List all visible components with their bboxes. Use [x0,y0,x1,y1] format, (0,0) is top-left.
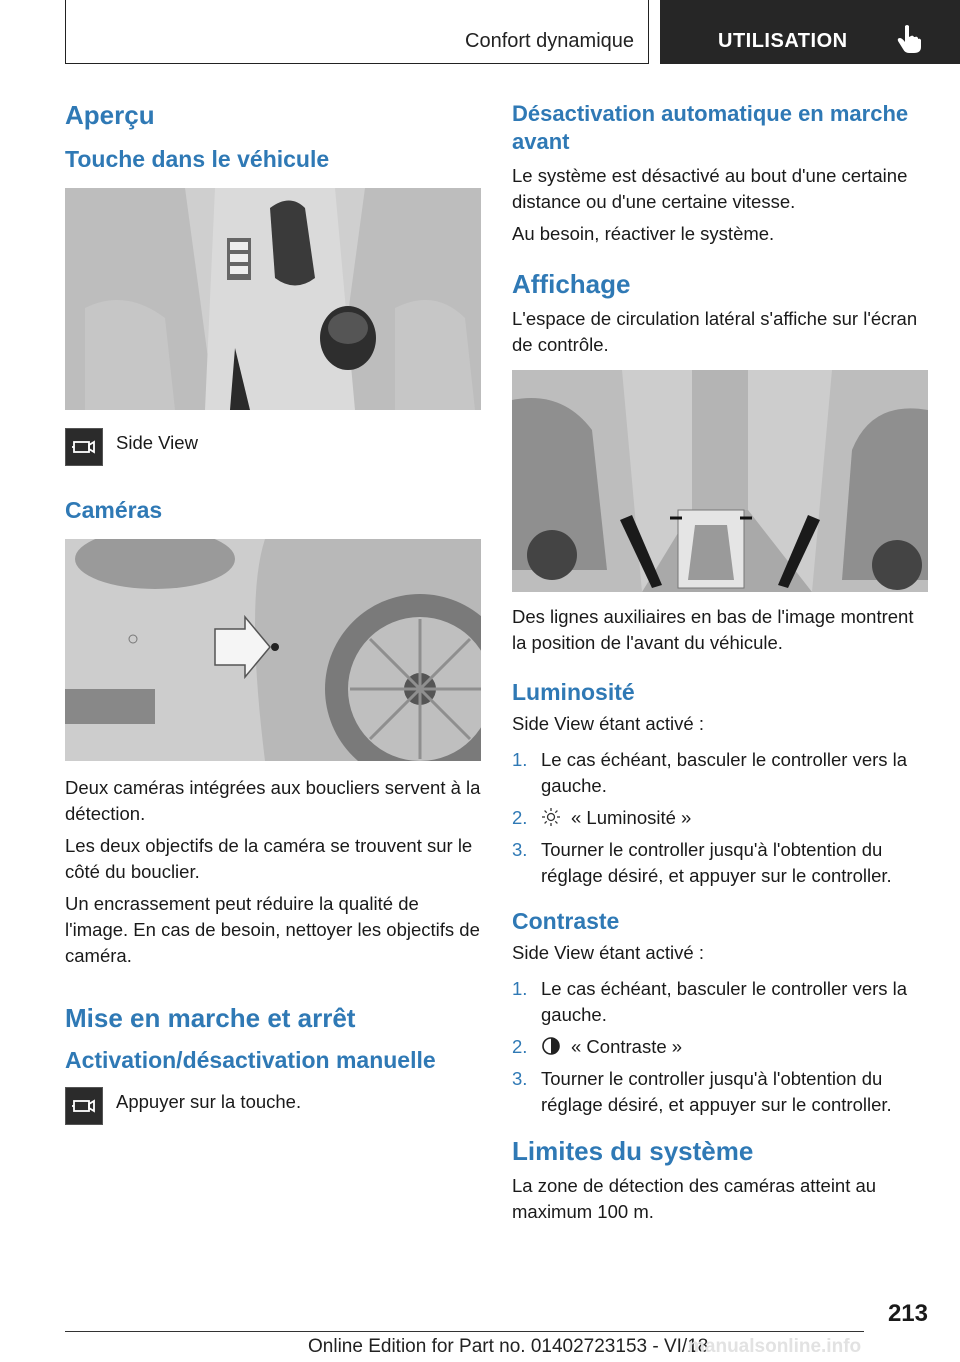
paragraph-cameras-3: Un encrassement peut réduire la qualité de l'image. En cas de besoin, nettoyer les objectifs de caméra. [65,892,480,966]
display-view-illustration [512,370,928,592]
header-section-box [65,0,649,64]
step-text: « Luminosité » [571,806,692,828]
paragraph-lignes: Des lignes auxiliaires en bas de l'image montrent la position de l'avant du véhicule. [512,606,914,654]
list-item [512,747,928,799]
watermark: manualsonline.info [688,1336,862,1357]
header-chapter-title: UTILISATION [718,30,848,52]
header-section-title: Confort dynamique [465,30,634,52]
figure-camera-location [65,539,481,761]
step-text: Le cas échéant, basculer le controller vers la gauche. [541,748,908,796]
contrast-icon [541,1036,561,1056]
heading-affichage: Affichage [512,269,631,299]
press-button-row [65,1087,481,1125]
side-view-button-row [65,428,481,466]
bumper-camera-illustration [65,539,481,761]
step-number: 1. [512,977,528,999]
list-item [512,1066,928,1118]
heading-limites: Limites du système [512,1135,754,1166]
step-text: « Contraste » [571,1035,683,1057]
paragraph-desactivation-1: Le système est désactivé au bout d'une certaine distance ou d'une certaine vitesse. [512,165,908,212]
figure-console-button [65,188,481,410]
luminosite-steps [512,747,928,889]
page-number: 213 [887,1300,928,1327]
luminosite-intro: Side View étant activé : [512,712,704,734]
step-text: Tourner le controller jusqu'à l'obtention du réglage désiré, et appuyer sur le controller. [541,1067,892,1115]
contraste-steps [512,976,928,1118]
step-number: 3. [512,1067,528,1089]
paragraph-cameras-1: Deux caméras intégrées aux boucliers servent à la détection. [65,776,481,824]
heading-desactivation: Désactivation automatique en marche avant [512,101,909,154]
heading-luminosite: Luminosité [512,679,635,706]
step-number: 1. [512,748,528,770]
heading-touche: Touche dans le véhicule [65,146,330,173]
console-photo-illustration [65,188,481,410]
step-content [541,805,928,831]
list-item [512,976,928,1028]
left-column [65,100,481,1125]
side-view-label: Side View [116,431,198,453]
step-content [541,1034,928,1060]
contraste-intro: Side View étant activé : [512,941,704,963]
paragraph-affichage: L'espace de circulation latéral s'affiche sur l'écran de contrôle. [512,308,918,356]
paragraph-desactivation-2: Au besoin, réactiver le système. [512,223,775,244]
heading-contraste: Contraste [512,907,620,934]
footer-edition: Online Edition for Part no. 01402723153 - VI/18 [308,1336,709,1357]
step-text: Tourner le controller jusqu'à l'obtention du réglage désiré, et appuyer sur le controller. [541,838,892,886]
list-item [512,805,928,831]
header-chapter-box [660,0,960,64]
hand-pointer-icon [896,24,922,54]
step-text: Le cas échéant, basculer le controller vers la gauche. [541,977,908,1025]
heading-activation: Activation/désactivation manuelle [65,1046,436,1073]
heading-mise-en-marche: Mise en marche et arrêt [65,1002,356,1033]
footer-divider [65,1331,864,1332]
side-view-camera-icon [65,1087,103,1125]
heading-cameras: Caméras [65,496,163,523]
heading-apercu: Aperçu [65,100,155,130]
figure-display-view [512,370,928,592]
right-column [512,100,928,1225]
list-item [512,837,928,889]
paragraph-limites: La zone de détection des caméras atteint au maximum 100 m. [512,1174,877,1222]
list-item [512,1034,928,1060]
step-number: 2. [512,806,528,828]
side-view-camera-icon [65,428,103,466]
step-number: 2. [512,1035,528,1057]
paragraph-cameras-2: Les deux objectifs de la caméra se trouvent sur le côté du bouclier. [65,834,473,882]
press-button-text: Appuyer sur la touche. [116,1090,302,1112]
step-number: 3. [512,838,528,860]
sun-icon [541,807,561,827]
